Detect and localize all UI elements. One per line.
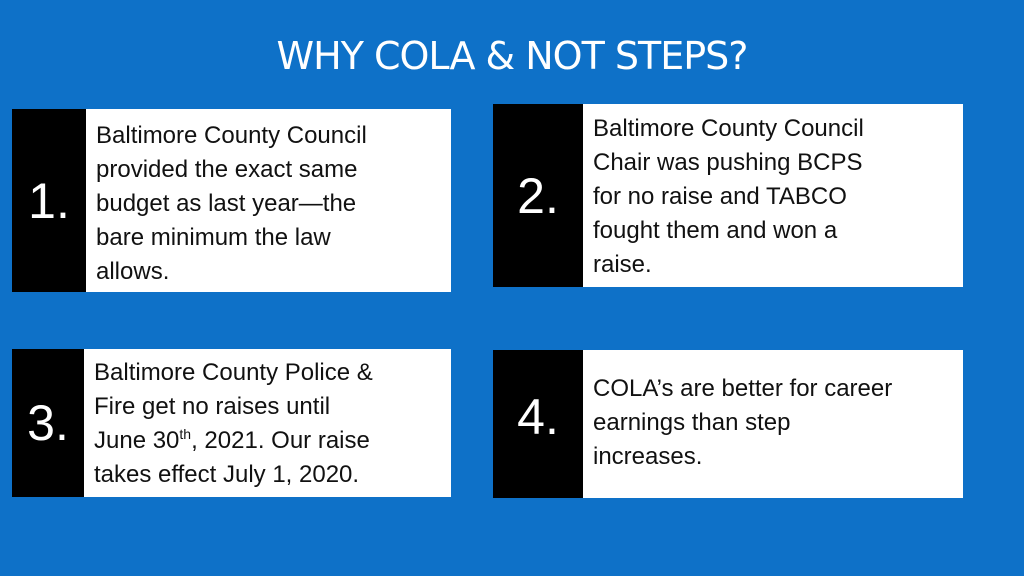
slide-title: WHY COLA & NOT STEPS? [276, 34, 748, 78]
reason-3-line: takes effect July 1, 2020. [94, 461, 360, 488]
reason-3-line [94, 424, 373, 458]
reason-card-1 [12, 109, 451, 292]
reason-number-3: 3. [12, 349, 84, 497]
reason-3-line-end: , 2021. Our raise [191, 427, 370, 454]
ordinal-suffix: th [179, 426, 192, 442]
reason-4-line: COLA’s are better for career [593, 375, 893, 402]
reason-text-4 [583, 350, 892, 498]
reason-card-3 [12, 349, 451, 497]
reason-1-line: allows. [96, 258, 170, 285]
reason-4-line: increases. [593, 443, 703, 470]
reason-3-date: June 30 [94, 427, 180, 454]
reason-2-line: Baltimore County Council [593, 115, 864, 142]
reason-number-2: 2. [493, 104, 583, 287]
reason-3-line: Baltimore County Police & [94, 359, 373, 386]
reason-3-line: Fire get no raises until [94, 393, 331, 420]
reason-2-line: raise. [593, 251, 652, 278]
reason-2-line: for no raise and TABCO [593, 183, 847, 210]
reason-text-2 [583, 104, 864, 287]
reason-number-1: 1. [12, 109, 86, 292]
reason-number-4: 4. [493, 350, 583, 498]
reason-4-line: earnings than step [593, 409, 791, 436]
reason-1-line: budget as last year—the [96, 190, 357, 217]
reason-text-3 [84, 349, 373, 497]
reason-card-2 [493, 104, 963, 287]
reason-card-4 [493, 350, 963, 498]
reason-1-line: provided the exact same [96, 156, 358, 183]
reason-text-1 [86, 109, 367, 292]
reason-1-line: Baltimore County Council [96, 122, 367, 149]
reason-1-line: bare minimum the law [96, 224, 331, 251]
reason-2-line: fought them and won a [593, 217, 838, 244]
reason-2-line: Chair was pushing BCPS [593, 149, 863, 176]
